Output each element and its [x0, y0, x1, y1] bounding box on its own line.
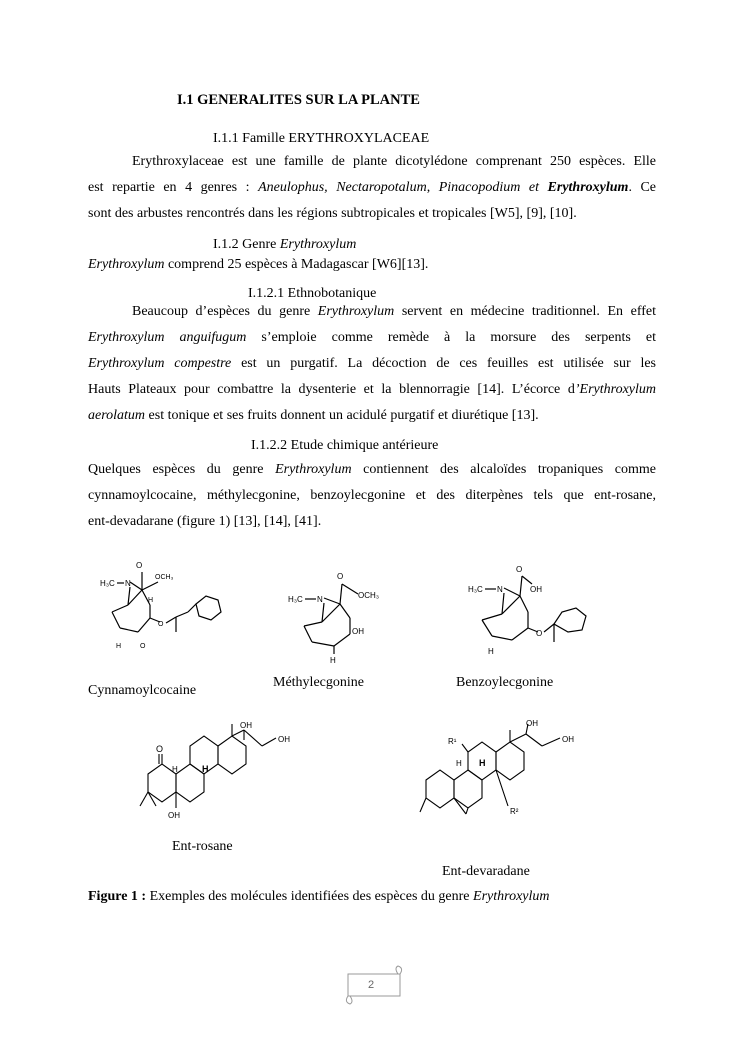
chimie-paragraph	[88, 457, 656, 535]
svg-text:O: O	[516, 565, 523, 574]
svg-text:O: O	[158, 621, 164, 628]
ent-rosane-structure	[128, 718, 300, 836]
label-methylecgonine: Méthylecgonine	[273, 675, 364, 690]
cynnamoylcocaine-structure	[98, 560, 232, 660]
label-benzoylecgonine: Benzoylecgonine	[456, 675, 554, 690]
famille-line-3: sont des arbustes rencontrés dans les régions subtropicales et tropicales [W5], [9], [10].	[88, 206, 577, 221]
ethno-line-2: Erythroxylum anguifugum s’emploie comme remède à la morsure des serpents et	[88, 330, 656, 345]
svg-text:R²: R²	[510, 807, 519, 816]
svg-text:OH: OH	[278, 735, 290, 744]
svg-text:H₃C: H₃C	[100, 579, 115, 588]
svg-text:H₃C: H₃C	[468, 585, 483, 594]
ethno-line-4: Hauts Plateaux pour combattre la dysenterie et la blennorragie [14]. L’écorce d’Erythroxylum	[88, 382, 656, 397]
svg-text:OH: OH	[526, 719, 538, 728]
svg-text:H: H	[488, 647, 494, 656]
figure-caption: Figure 1 : Exemples des molécules identifiées des espèces du genre Erythroxylum	[88, 889, 550, 904]
ethno-line-1: Beaucoup d’espèces du genre Erythroxylum servent en médecine traditionnel. En effet	[132, 304, 656, 319]
svg-text:N: N	[125, 579, 131, 588]
page-number: 2	[368, 979, 375, 991]
svg-text:OH: OH	[240, 721, 252, 730]
svg-text:N: N	[317, 595, 323, 604]
svg-text:O: O	[337, 572, 344, 581]
svg-text:H: H	[330, 656, 336, 665]
ethno-line-3: Erythroxylum compestre est un purgatif. La décoction de ces feuilles est utilisée sur les	[88, 356, 657, 371]
svg-text:OH: OH	[352, 627, 364, 636]
svg-text:H: H	[116, 643, 122, 650]
chimie-line-1: Quelques espèces du genre Erythroxylum contiennent des alcaloïdes tropaniques comme	[88, 462, 656, 477]
svg-text:H: H	[479, 758, 486, 768]
ethno-line-5: aerolatum est tonique et ses fruits donnent un acidulé purgatif et diurétique [13].	[88, 408, 539, 423]
genre-heading: I.1.2 Genre Erythroxylum	[213, 237, 357, 252]
ent-devaradane-structure	[416, 718, 588, 836]
famille-line-1: Erythroxylaceae est une famille de plante dicotylédone comprenant 250 espèces. Elle	[132, 154, 656, 169]
chimie-line-3: ent-devadarane (figure 1) [13], [14], [41].	[88, 514, 322, 529]
famille-line-2: est repartie en 4 genres : Aneulophus, Nectaropotalum, Pinacopodium et Erythroxylum. Ce	[88, 180, 657, 195]
chimie-line-2: cynnamoylcocaine, méthylecgonine, benzoylecgonine et des diterpènes tels que ent-rosane,	[88, 488, 656, 503]
svg-text:O: O	[536, 629, 543, 638]
svg-text:N: N	[497, 585, 503, 594]
methylecgonine-structure	[286, 566, 406, 666]
ethno-heading: I.1.2.1 Ethnobotanique	[248, 286, 377, 301]
svg-text:OH: OH	[530, 585, 542, 594]
svg-text:H₃C: H₃C	[288, 595, 303, 604]
label-ent-rosane: Ent-rosane	[172, 839, 233, 854]
svg-text:OH: OH	[562, 735, 574, 744]
section-title: I.1 GENERALITES SUR LA PLANTE	[177, 92, 420, 108]
label-ent-devaradane: Ent-devaradane	[442, 864, 530, 879]
famille-paragraph	[88, 149, 656, 227]
svg-text:OCH₃: OCH₃	[358, 591, 380, 600]
benzoylecgonine-structure	[466, 562, 602, 662]
svg-text:H: H	[148, 597, 154, 604]
svg-text:H: H	[202, 764, 209, 774]
svg-text:H: H	[456, 759, 462, 768]
svg-text:H: H	[172, 765, 178, 774]
label-cynnamoylcocaine: Cynnamoylcocaine	[88, 683, 197, 698]
chimie-heading: I.1.2.2 Etude chimique antérieure	[251, 438, 439, 453]
svg-text:OCH₃: OCH₃	[155, 574, 174, 581]
genre-line: Erythroxylum comprend 25 espèces à Madagascar [W6][13].	[88, 257, 429, 272]
famille-heading: I.1.1 Famille ERYTHROXYLACEAE	[213, 131, 430, 146]
svg-text:OH: OH	[168, 811, 180, 820]
svg-text:O: O	[140, 643, 146, 650]
svg-text:O: O	[156, 744, 164, 754]
ethno-paragraph	[88, 299, 656, 429]
svg-text:O: O	[136, 561, 143, 570]
svg-text:R¹: R¹	[448, 737, 457, 746]
